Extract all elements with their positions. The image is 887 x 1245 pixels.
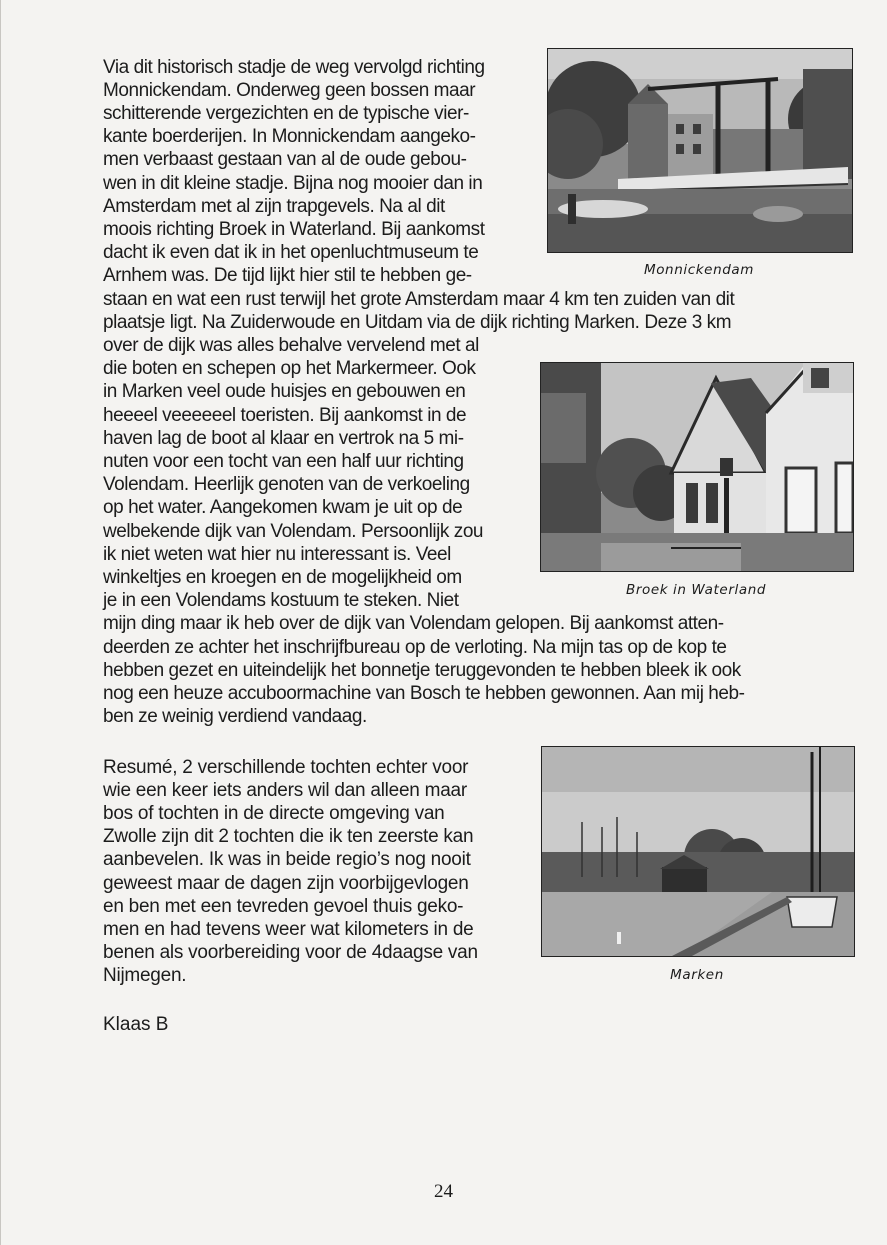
- page-number: 24: [434, 1181, 453, 1202]
- text-line: mijn ding maar ik heb over de dijk van Volendam gelopen. Bij aankomst atten-: [103, 613, 724, 634]
- text-line: Via dit historisch stadje de weg vervolgd richting: [103, 57, 485, 78]
- text-line: men verbaast gestaan van al de oude gebou-: [103, 149, 467, 170]
- text-line: Nijmegen.: [103, 965, 187, 986]
- text-line: men en had tevens weer wat kilometers in de: [103, 919, 474, 940]
- text-line: winkeltjes en kroegen en de mogelijkheid om: [103, 567, 462, 588]
- text-line: Volendam. Heerlijk genoten van de verkoeling: [103, 474, 470, 495]
- text-line: op het water. Aangekomen kwam je uit op de: [103, 497, 463, 518]
- photo-caption: Marken: [670, 967, 724, 983]
- text-line: Amsterdam met al zijn trapgevels. Na al dit: [103, 196, 445, 217]
- text-line: schitterende vergezichten en de typische vier-: [103, 103, 469, 124]
- text-line: heeeel veeeeeel toeristen. Bij aankomst in de: [103, 405, 467, 426]
- text-line: Arnhem was. De tijd lijkt hier stil te hebben ge-: [103, 265, 472, 286]
- text-line: benen als voorbereiding voor de 4daagse van: [103, 942, 478, 963]
- photo-caption: Broek in Waterland: [625, 582, 767, 598]
- text-line: haven lag de boot al klaar en vertrok na 5 mi-: [103, 428, 464, 449]
- text-line: en ben met een tevreden gevoel thuis geko-: [103, 896, 464, 917]
- text-line: ben ze weinig verdiend vandaag.: [103, 706, 367, 727]
- photo-marken: [541, 746, 855, 957]
- text-line: ik niet weten wat hier nu interessant is. Veel: [103, 544, 451, 565]
- text-line: wie een keer iets anders wil dan alleen maar: [103, 780, 467, 801]
- text-line: die boten en schepen op het Markermeer. Ook: [103, 358, 476, 379]
- text-line: Zwolle zijn dit 2 tochten die ik ten zeerste kan: [103, 826, 474, 847]
- text-line: hebben gezet en uiteindelijk het bonnetje teruggevonden te hebben bleek ik ook: [103, 660, 741, 681]
- text-line: nuten voor een tocht van een half uur richting: [103, 451, 464, 472]
- text-line: plaatsje ligt. Na Zuiderwoude en Uitdam via de dijk richting Marken. Deze 3 km: [103, 312, 732, 333]
- text-line: welbekende dijk van Volendam. Persoonlijk zou: [103, 521, 484, 542]
- photo-monnickendam: [547, 48, 853, 253]
- page-edge: [0, 0, 1, 1245]
- text-line: dacht ik even dat ik in het openluchtmuseum te: [103, 242, 479, 263]
- text-line: geweest maar de dagen zijn voorbijgevlogen: [103, 873, 469, 894]
- text-line: je in een Volendams kostuum te steken. Niet: [103, 590, 459, 611]
- text-line: bos of tochten in de directe omgeving van: [103, 803, 445, 824]
- text-line: moois richting Broek in Waterland. Bij aankomst: [103, 219, 485, 240]
- text-line: in Marken veel oude huisjes en gebouwen en: [103, 381, 466, 402]
- text-line: Resumé, 2 verschillende tochten echter voor: [103, 757, 469, 778]
- text-line: aanbevelen. Ik was in beide regio’s nog nooit: [103, 849, 471, 870]
- text-line: wen in dit kleine stadje. Bijna nog mooier dan in: [103, 173, 483, 194]
- text-line: deerden ze achter het inschrijfbureau op de verloting. Na mijn tas op de kop te: [103, 637, 727, 658]
- text-line: Monnickendam. Onderweg geen bossen maar: [103, 80, 476, 101]
- photo-caption: Monnickendam: [643, 262, 755, 278]
- photo-broek-in-waterland: [540, 362, 854, 572]
- text-line: kante boerderijen. In Monnickendam aangeko-: [103, 126, 476, 147]
- text-line: staan en wat een rust terwijl het grote Amsterdam maar 4 km ten zuiden van dit: [103, 289, 735, 310]
- signature: Klaas B: [103, 1014, 169, 1035]
- text-line: over de dijk was alles behalve vervelend met al: [103, 335, 479, 356]
- text-line: nog een heuze accuboormachine van Bosch te hebben gewonnen. Aan mij heb-: [103, 683, 745, 704]
